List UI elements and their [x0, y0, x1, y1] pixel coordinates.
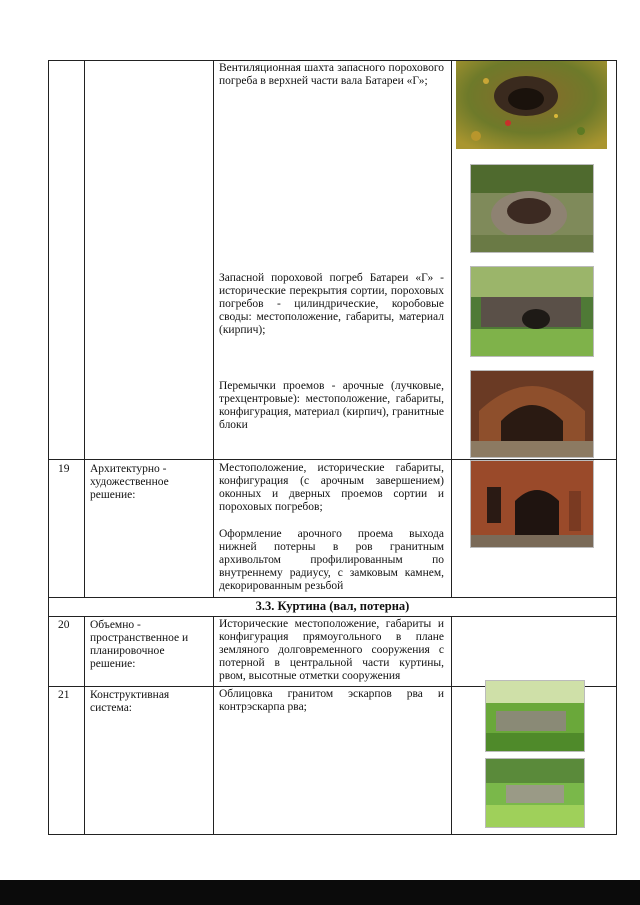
- row-number: 19: [58, 463, 70, 475]
- feature-text-curtain-plan: Исторические местоположение, габариты и конфигурация прямоугольного в плане земляного долговременного сооружения с потерной в центральной части куртины, рвом, высотные отметки сооружения: [219, 618, 444, 682]
- section-title: 3.3. Куртина (вал, потерна): [255, 599, 410, 613]
- feature-text-granite-facing: Облицовка гранитом эскарпов рва и контрэскарпа рва;: [219, 688, 444, 713]
- photo-ventilation-shaft: [456, 61, 607, 149]
- table-border-left: [48, 60, 49, 835]
- col-divider-1: [84, 60, 85, 597]
- col-divider-2: [213, 60, 214, 597]
- col-divider-1: [84, 616, 85, 835]
- table-border-bottom: [48, 834, 617, 835]
- row-divider: [48, 616, 617, 617]
- row-heading: Объемно - пространственное и планировочное решение:: [90, 619, 189, 670]
- scan-bottom-edge: [0, 880, 640, 905]
- feature-text-lintels: Перемычки проемов - арочные (лучковые, трехцентровые): местоположение, габариты, конфигурация, материал (кирпич), гранитные блоки: [219, 380, 444, 431]
- col-divider-2: [213, 616, 214, 835]
- col-divider-3: [451, 616, 452, 835]
- photo-arched-lintel: [470, 370, 594, 458]
- row-number: 20: [58, 619, 70, 631]
- photo-shaft-stone-ring: [470, 164, 594, 253]
- feature-text-openings: Местоположение, исторические габариты, конфигурация (с арочным завершением) оконных и дверных проемов сортии и пороховых погребов;: [219, 462, 444, 513]
- photo-moat-escarp: [485, 680, 585, 752]
- table-border-right: [616, 60, 617, 835]
- feature-text-arch-portal: Оформление арочного проема выхода нижней потерны в ров гранитным архивольтом профилированным по внутреннему радиусу, с замковым камнем, декорированным резьбой: [219, 528, 444, 592]
- feature-text-ventilation-shaft: Вентиляционная шахта запасного порохового погреба в верхней части вала Батареи «Г»;: [219, 62, 444, 87]
- feature-text-powder-magazine: Запасной пороховой погреб Батареи «Г» - исторические перекрытия сортии, пороховых погребов - цилиндрические, коробовые своды: местоположение, габариты, материал (кирпич);: [219, 272, 444, 336]
- row-heading: Архитектурно - художественное решение:: [90, 463, 169, 501]
- photo-powder-magazine: [470, 266, 594, 357]
- row-heading: Конструктивная система:: [90, 689, 170, 714]
- photo-sortie-openings: [470, 460, 594, 548]
- col-divider-3: [451, 60, 452, 597]
- row-number: 21: [58, 689, 70, 701]
- photo-moat-counterscarp: [485, 758, 585, 828]
